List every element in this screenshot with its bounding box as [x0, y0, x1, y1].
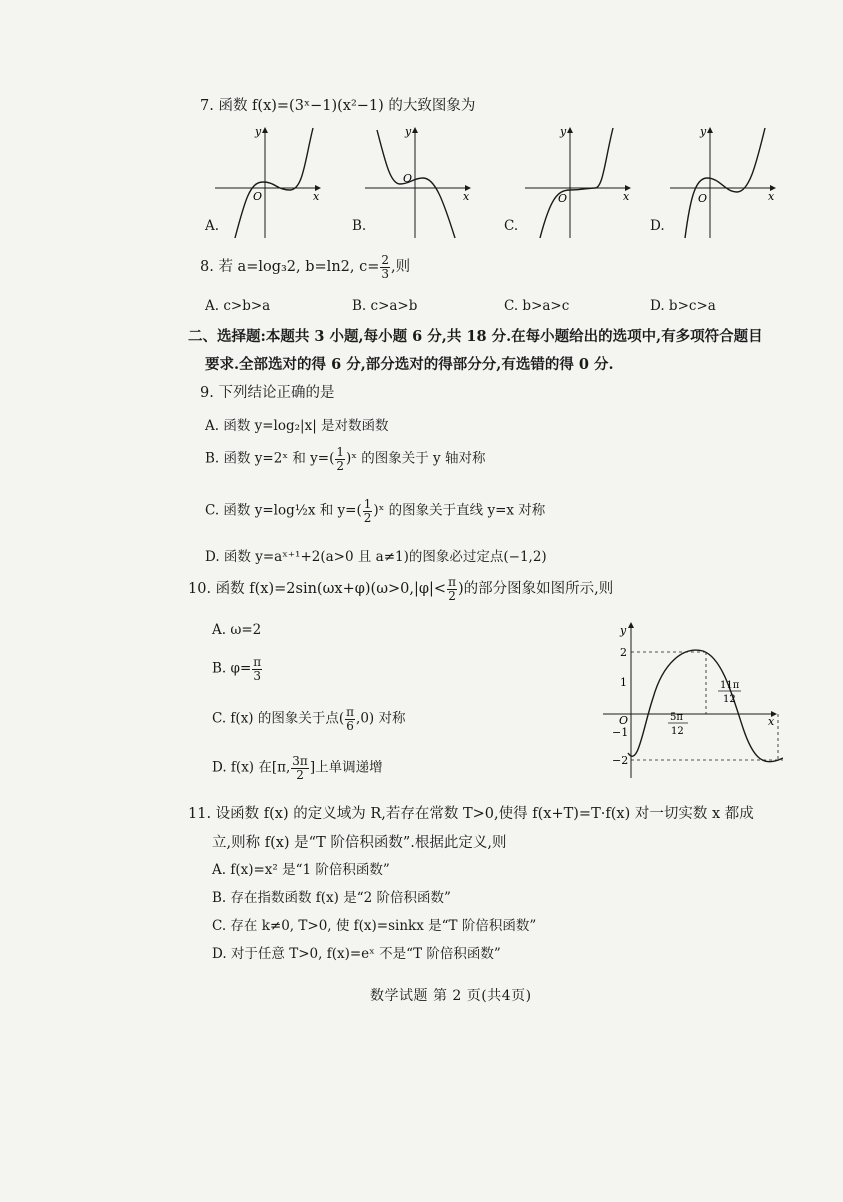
q10d-frac-num: 3π — [292, 754, 308, 768]
q9b-frac-den: 2 — [336, 458, 344, 473]
q8-option-b[interactable]: B. c>a>b — [352, 298, 418, 314]
q7-graphs — [195, 120, 785, 245]
q7-graph-d — [670, 125, 775, 238]
q9-option-b[interactable] — [205, 446, 485, 472]
q7a-y: y — [255, 125, 262, 138]
q10-graph-ytick-1: 1 — [620, 676, 627, 689]
q7-option-c[interactable]: C. — [504, 218, 519, 234]
q10-option-a[interactable]: A. ω=2 — [212, 622, 262, 638]
q10-stem-pre: 10. 函数 f(x)=2sin(ωx+φ)(ω>0,|φ|< — [188, 581, 447, 598]
q9c-frac-den: 2 — [363, 510, 372, 525]
q7a-x: x — [313, 190, 320, 203]
q11-option-b[interactable]: B. 存在指数函数 f(x) 是“2 阶倍积函数” — [212, 890, 451, 906]
q7d-y: y — [700, 125, 707, 138]
q9c-post: )ˣ 的图象关于直线 y=x 对称 — [373, 502, 546, 519]
q9b-post: )ˣ 的图象关于 y 轴对称 — [345, 450, 486, 467]
q9c-pre: C. 函数 y=log½x 和 y=( — [205, 502, 362, 519]
q8-option-d[interactable]: D. b>c>a — [650, 298, 716, 314]
q10-graph-xtick1-den: 12 — [671, 726, 684, 737]
q9b-fraction — [335, 446, 345, 472]
q9b-pre: B. 函数 y=2ˣ 和 y=( — [205, 450, 335, 467]
q10b-frac-den: 3 — [253, 668, 262, 683]
q10d-frac-den: 2 — [296, 767, 304, 782]
q10-frac-num: π — [448, 575, 456, 589]
q7b-y: y — [405, 125, 412, 138]
q10b-pre: B. φ= — [212, 660, 252, 677]
q7-graph-b — [365, 125, 470, 238]
q10d-fraction — [291, 755, 309, 781]
q10c-pre: C. f(x) 的图象关于点( — [212, 710, 345, 727]
q10-graph-xtick2-num: 11π — [720, 680, 740, 691]
q10c-fraction — [345, 706, 355, 732]
section2-heading-line1: 二、选择题:本题共 3 小题,每小题 6 分,共 18 分.在每小题给出的选项中,有多项符合题目 — [188, 328, 763, 345]
page-footer: 数学试题 第 2 页(共4页) — [370, 988, 532, 1004]
q10-graph-origin: O — [619, 714, 629, 727]
q9-option-c[interactable] — [205, 498, 545, 524]
q10-option-b[interactable] — [212, 656, 263, 682]
q8-stem — [200, 254, 410, 280]
q8-stem-pre: 8. 若 a=log₃2, b=ln2, c= — [200, 259, 380, 276]
q10-graph-x-label: x — [768, 715, 775, 728]
q8-fraction — [380, 254, 390, 280]
q7-option-a[interactable]: A. — [205, 218, 220, 234]
q10-fraction — [447, 576, 457, 602]
q11-option-d[interactable]: D. 对于任意 T>0, f(x)=eˣ 不是“T 阶倍积函数” — [212, 946, 501, 962]
q8-option-c[interactable]: C. b>a>c — [504, 298, 570, 314]
q10-graph-ytick-neg1: −1 — [612, 726, 629, 739]
q10-option-d[interactable] — [212, 755, 383, 781]
q7d-x: x — [768, 190, 775, 203]
q7-stem: 7. 函数 f(x)=(3ˣ−1)(x²−1) 的大致图象为 — [200, 98, 476, 114]
q10b-fraction — [252, 656, 262, 682]
q10-graph-xtick2-den: 12 — [723, 694, 736, 705]
q10d-pre: D. f(x) 在[π, — [212, 759, 291, 776]
q7b-o: O — [403, 172, 413, 185]
q10c-frac-den: 6 — [346, 718, 354, 733]
q8-stem-post: ,则 — [391, 259, 411, 276]
q8-frac-num: 2 — [381, 253, 390, 267]
q10-sine-graph — [598, 618, 783, 783]
q10-graph-ytick-2: 2 — [620, 646, 627, 659]
q7c-y: y — [560, 125, 567, 138]
q10c-post: ,0) 对称 — [356, 710, 406, 727]
q7b-x: x — [463, 190, 470, 203]
q10-stem — [188, 576, 613, 602]
q7a-o: O — [253, 190, 263, 203]
q9b-frac-num: 1 — [336, 445, 344, 459]
q7c-x: x — [623, 190, 630, 203]
q8-option-a[interactable]: A. c>b>a — [205, 298, 271, 314]
q10b-frac-num: π — [253, 655, 262, 669]
section2-heading-line2: 要求.全部选对的得 6 分,部分选对的得部分分,有选错的得 0 分. — [205, 356, 614, 373]
q10-graph-xtick1-num: 5π — [670, 712, 683, 723]
q11-stem-line1: 11. 设函数 f(x) 的定义域为 R,若存在常数 T>0,使得 f(x+T)=T·f(x) 对一切实数 x 都成 — [188, 806, 754, 822]
q7d-o: O — [698, 192, 708, 205]
q10d-post: ]上单调递增 — [309, 759, 383, 776]
q11-option-c[interactable]: C. 存在 k≠0, T>0, 使 f(x)=sinkx 是“T 阶倍积函数” — [212, 918, 537, 934]
q9c-fraction — [363, 498, 373, 524]
q8-frac-den: 3 — [381, 266, 390, 281]
q9-option-d[interactable]: D. 函数 y=aˣ⁺¹+2(a>0 且 a≠1)的图象必过定点(−1,2) — [205, 549, 547, 565]
q7-graph-c — [525, 125, 630, 238]
q9-option-a[interactable]: A. 函数 y=log₂|x| 是对数函数 — [205, 418, 389, 434]
q7-option-d[interactable]: D. — [650, 218, 665, 234]
q7c-o: O — [558, 192, 568, 205]
q9c-frac-num: 1 — [363, 497, 372, 511]
q10-option-c[interactable] — [212, 706, 405, 732]
q11-option-a[interactable]: A. f(x)=x² 是“1 阶倍积函数” — [212, 862, 390, 878]
q9-stem: 9. 下列结论正确的是 — [200, 385, 335, 401]
q7-option-b[interactable]: B. — [352, 218, 367, 234]
q10-frac-den: 2 — [448, 588, 456, 603]
q10-graph-y-label: y — [620, 624, 627, 637]
q10-stem-post: )的部分图象如图所示,则 — [457, 581, 614, 598]
q7-graph-a — [215, 125, 320, 238]
q10c-frac-num: π — [346, 705, 355, 719]
q11-stem-line2: 立,则称 f(x) 是“T 阶倍积函数”.根据此定义,则 — [212, 835, 507, 851]
q10-graph-ytick-neg2: −2 — [612, 754, 629, 767]
